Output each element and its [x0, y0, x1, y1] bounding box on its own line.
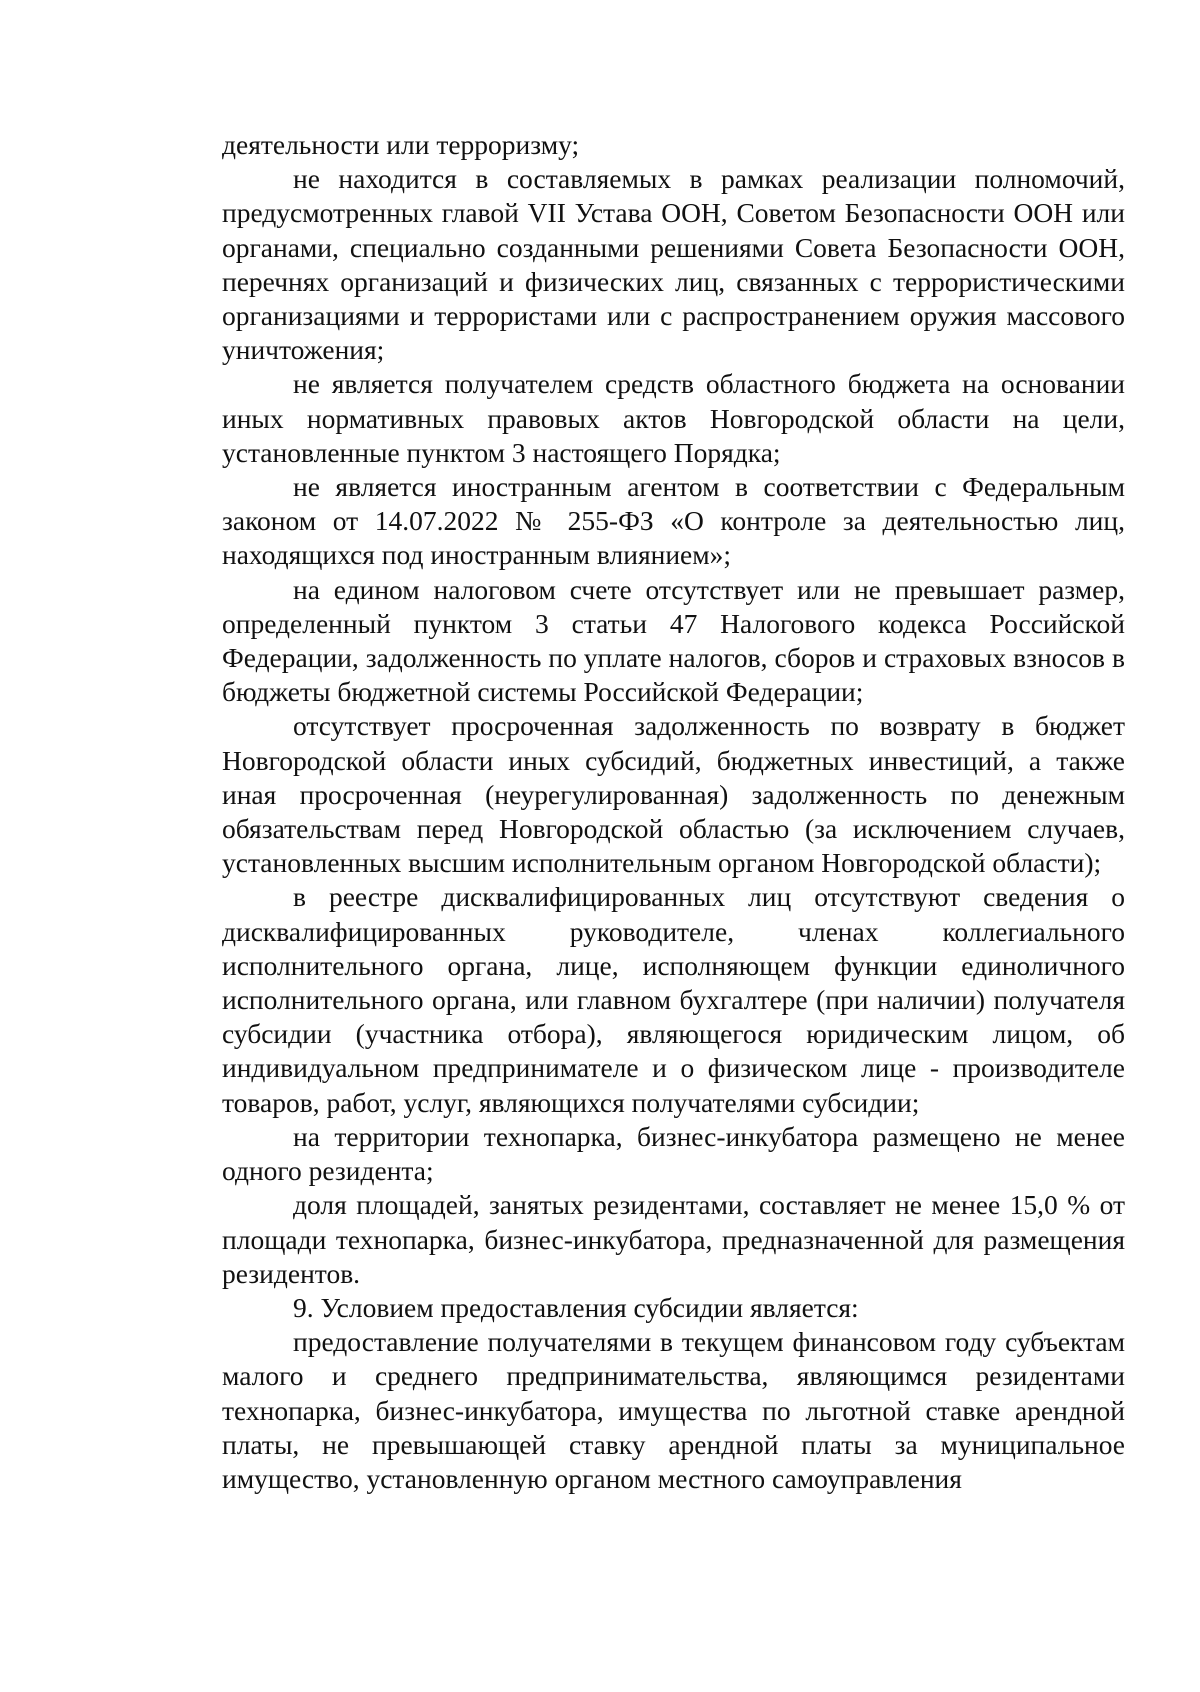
paragraph-continuation: деятельности или терроризму;: [222, 129, 580, 160]
paragraph-subsidy-condition: предоставление получателями в текущем финансовом году субъектам малого и среднего предпринимательства, являющимся резидентами технопарка, бизнес-инкубатора, имущества по льготной ставке арендной платы, не превышающей ставку арендной платы за муниципальное имущество, установленную органом местного самоуправления: [222, 1326, 1125, 1494]
paragraph-un-sanctions-list: не находится в составляемых в рамках реализации полномочий, предусмотренных главой VII Устава ООН, Советом Безопасности ООН или органами, специально созданными решениями Совета Безопасности ООН, перечнях организаций и физических лиц, связанных с террористическими организациями и террористами или с распространением оружия массового уничтожения;: [222, 163, 1125, 366]
paragraph-resident-count: на территории технопарка, бизнес-инкубатора размещено не менее одного резидента;: [222, 1120, 1125, 1187]
paragraph-overdue-debt: отсутствует просроченная задолженность по возврату в бюджет Новгородской области иных субсидий, бюджетных инвестиций, а также иная просроченная (неурегулированная) задолженность по денежным обязательствам перед Новгородской областью (за исключением случаев, установленных высшим исполнительным органом Новгородской области);: [222, 710, 1125, 879]
document-page: [222, 128, 1125, 1496]
paragraph-resident-area-share: доля площадей, занятых резидентами, составляет не менее 15,0 % от площади технопарка, бизнес-инкубатора, предназначенной для размещения резидентов.: [222, 1189, 1125, 1289]
paragraph-not-budget-recipient: не является получателем средств областного бюджета на основании иных нормативных правовых актов Новгородской области на цели, установленные пунктом 3 настоящего Порядка;: [222, 368, 1125, 468]
paragraph-tax-debt: на едином налоговом счете отсутствует или не превышает размер, определенный пунктом 3 статьи 47 Налогового кодекса Российской Федерации, задолженность по уплате налогов, сборов и страховых взносов в бюджеты бюджетной системы Российской Федерации;: [222, 573, 1125, 708]
paragraph-section-9-heading: 9. Условием предоставления субсидии является:: [293, 1291, 859, 1323]
paragraph-disqualified-register: в реестре дисквалифицированных лиц отсутствуют сведения о дисквалифицированных руководителе, членах коллегиального исполнительного органа, лице, исполняющем функции единоличного исполнительного органа, или главном бухгалтере (при наличии) получателя субсидии (участника отбора), являющегося юридическим лицом, об индивидуальном предпринимателе и о физическом лице - производителе товаров, работ, услуг, являющихся получателями субсидии;: [222, 881, 1125, 1118]
paragraph-not-foreign-agent: не является иностранным агентом в соответствии с Федеральным законом от 14.07.2022 № 255-ФЗ «О контроле за деятельностью лиц, находящихся под иностранным влиянием»;: [222, 471, 1125, 571]
